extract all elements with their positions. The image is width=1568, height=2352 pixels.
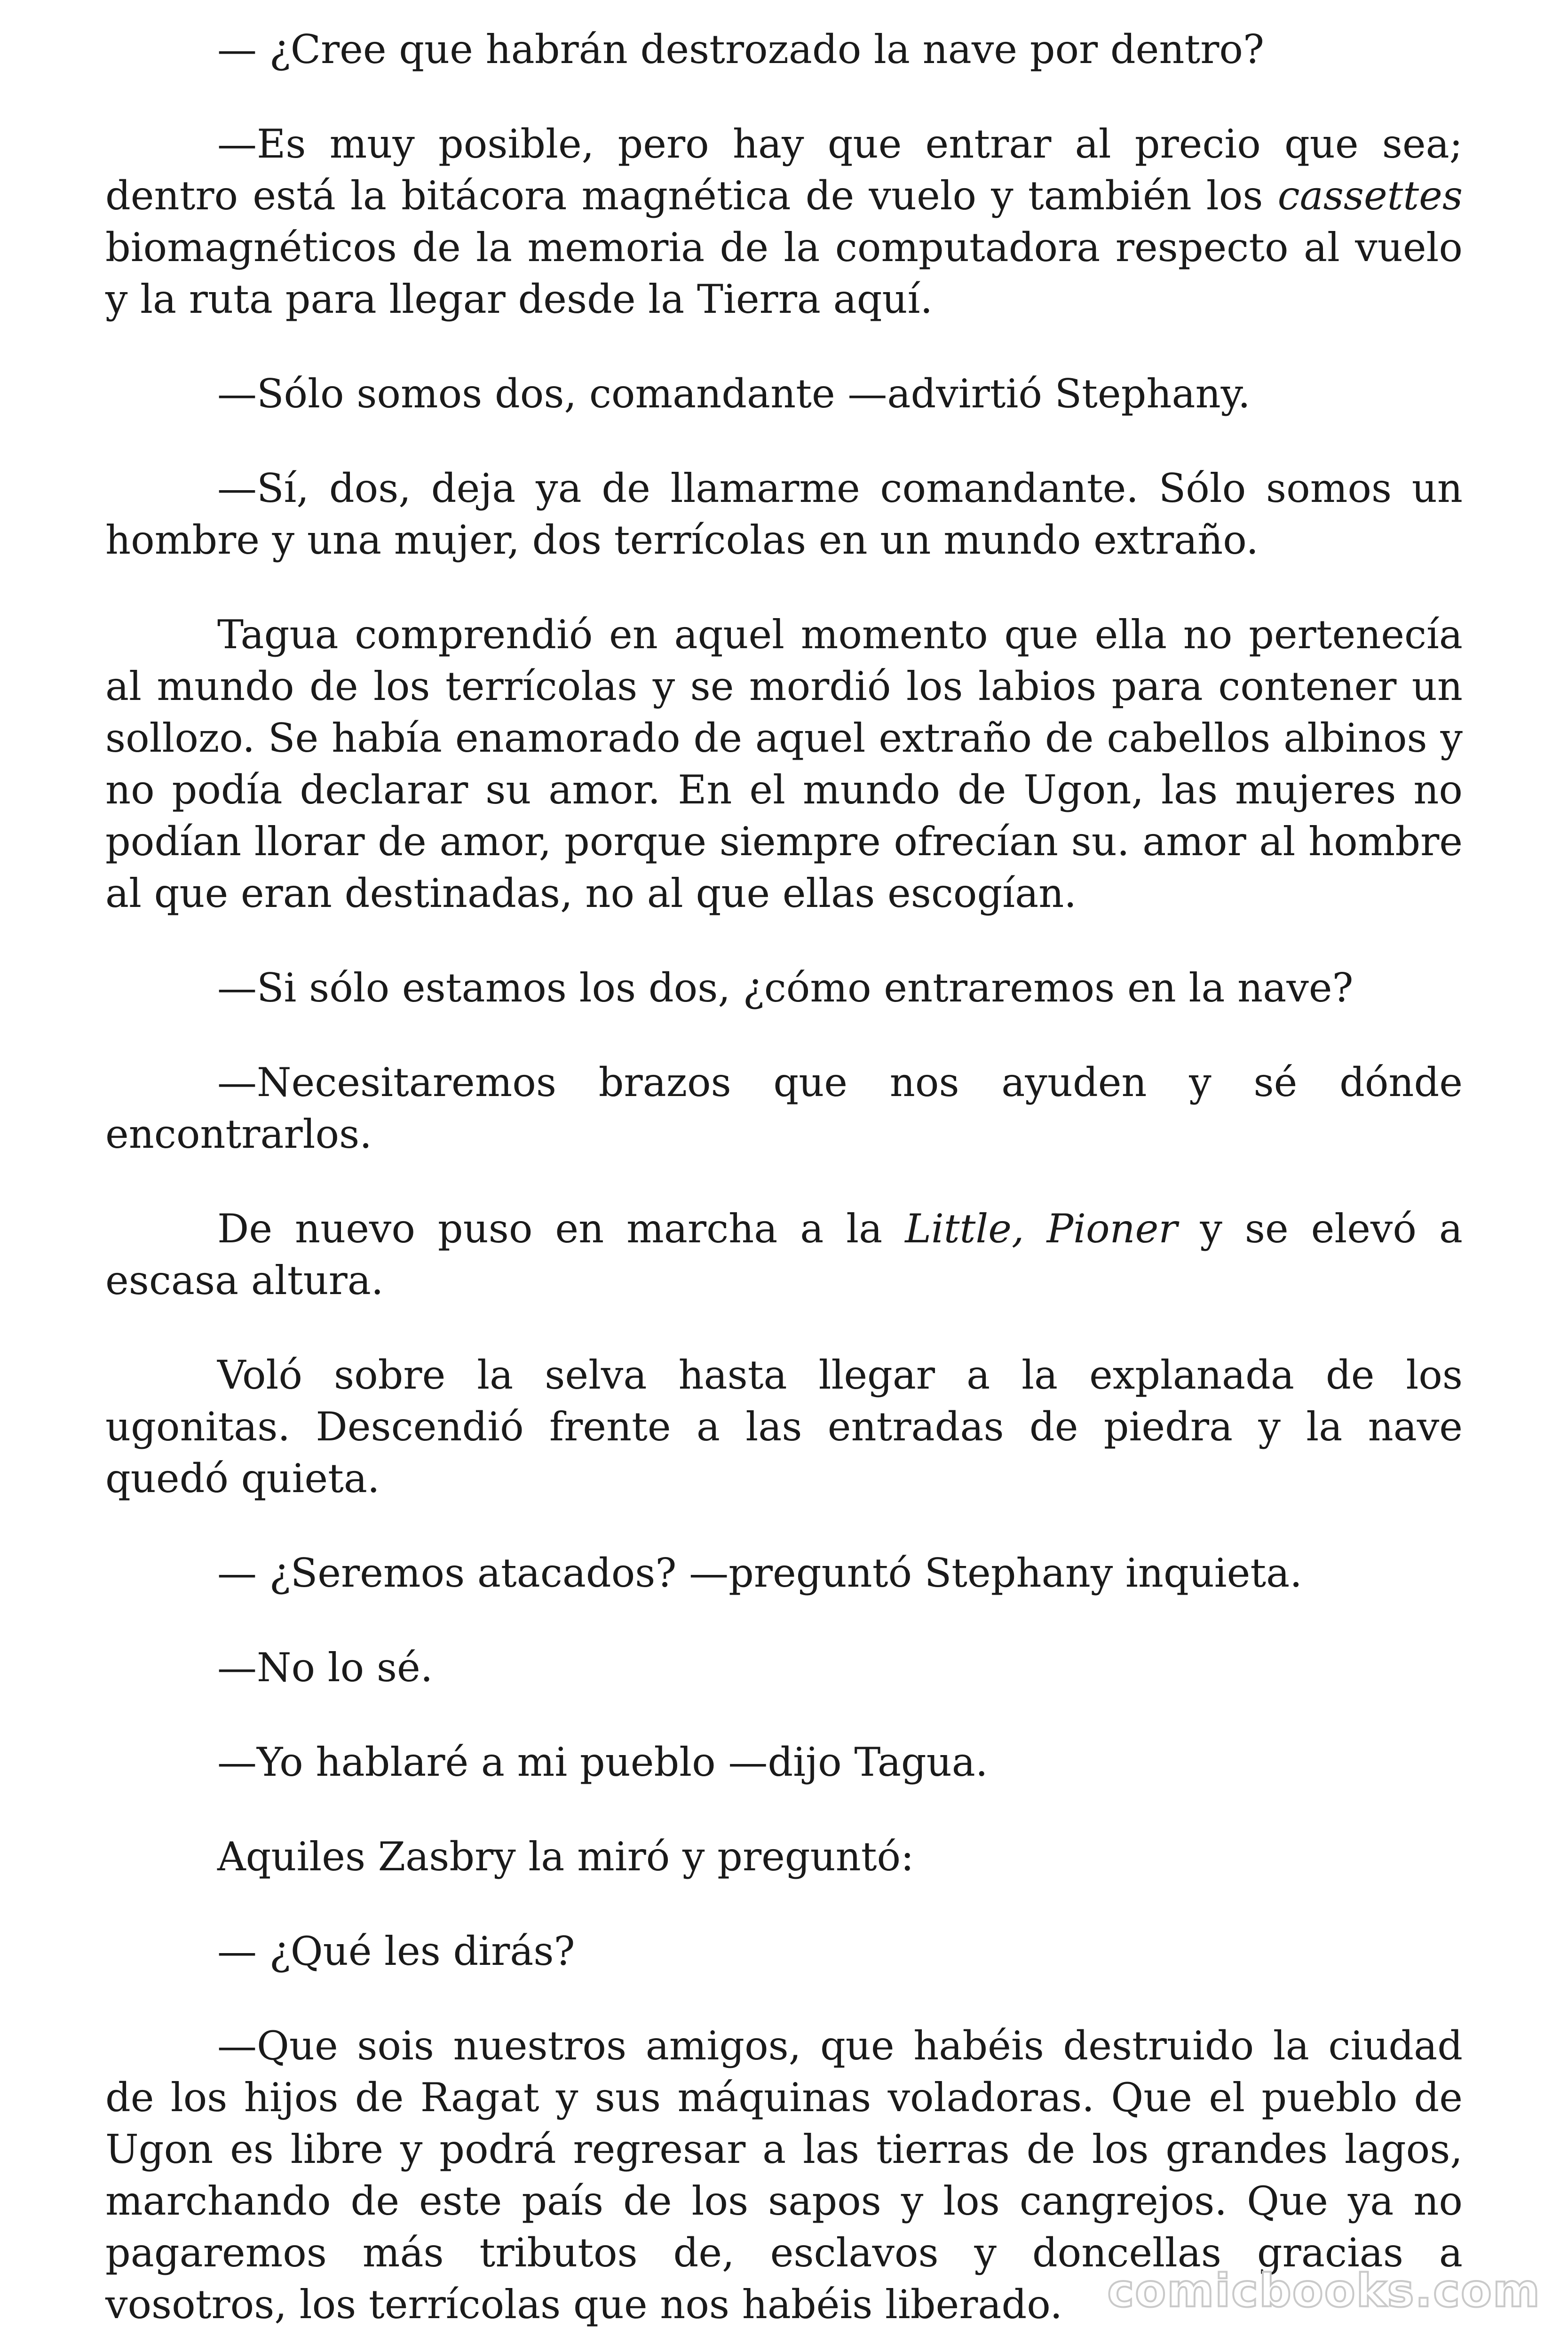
paragraph-8-italic: Little, Pioner: [905, 1206, 1178, 1252]
paragraph-8-text-after: y se elevó a escasa altura.: [105, 1206, 1463, 1303]
paragraph-2-text-after: biomagnéticos de la memoria de la computadora respecto al vuelo y la ruta para llegar desde la Tierra aquí.: [105, 224, 1463, 322]
paragraph-8-text-before: De nuevo puso en marcha a la: [217, 1206, 905, 1252]
paragraph-6: —Si sólo estamos los dos, ¿cómo entraremos en la nave?: [217, 965, 1354, 1011]
paragraph-12: —Yo hablaré a mi pueblo —dijo Tagua.: [217, 1739, 988, 1785]
paragraph-8: [105, 1203, 1463, 1306]
paragraph-3: —Sólo somos dos, comandante —advirtió Stephany.: [217, 371, 1251, 417]
text-body: [105, 24, 1463, 2352]
paragraph-1: — ¿Cree que habrán destrozado la nave por dentro?: [217, 26, 1264, 72]
watermark-logo: comicbooks.com: [1107, 2265, 1541, 2317]
paragraph-4: —Sí, dos, deja ya de llamarme comandante. Sólo somos un hombre y una mujer, dos terrícolas en un mundo extraño.: [105, 465, 1463, 563]
paragraph-2-italic: cassettes: [1277, 173, 1463, 219]
paragraph-11: —No lo sé.: [217, 1645, 433, 1691]
paragraph-2: [105, 118, 1463, 325]
paragraph-10: — ¿Seremos atacados? —preguntó Stephany inquieta.: [217, 1550, 1302, 1596]
paragraph-5: Tagua comprendió en aquel momento que ella no pertenecía al mundo de los terrícolas y se mordió los labios para contener un sollozo. Se había enamorado de aquel extraño de cabellos albinos y no podía declarar su amor. En el mundo de Ugon, las mujeres no podían llorar de amor, porque siempre ofrecían su. amor al hombre al que eran destinadas, no al que ellas escogían.: [105, 612, 1463, 916]
paragraph-15: —Que sois nuestros amigos, que habéis destruido la ciudad de los hijos de Ragat y sus máquinas voladoras. Que el pueblo de Ugon es libre y podrá regresar a las tierras de los grandes lagos, marchando de este país de los sapos y los cangrejos. Que ya no pagaremos más tributos de, esclavos y doncellas gracias a vosotros, los terrícolas que nos habéis liberado.: [105, 2023, 1463, 2328]
paragraph-13: Aquiles Zasbry la miró y preguntó:: [217, 1834, 914, 1880]
paragraph-7: —Necesitaremos brazos que nos ayuden y sé dónde encontrarlos.: [105, 1059, 1463, 1157]
paragraph-14: — ¿Qué les dirás?: [217, 1928, 575, 1974]
paragraph-9: Voló sobre la selva hasta llegar a la explanada de los ugonitas. Descendió frente a las entradas de piedra y la nave quedó quieta.: [105, 1352, 1463, 1502]
paragraph-2-text-before: —Es muy posible, pero hay que entrar al precio que sea; dentro está la bitácora magnética de vuelo y también los: [105, 121, 1463, 219]
